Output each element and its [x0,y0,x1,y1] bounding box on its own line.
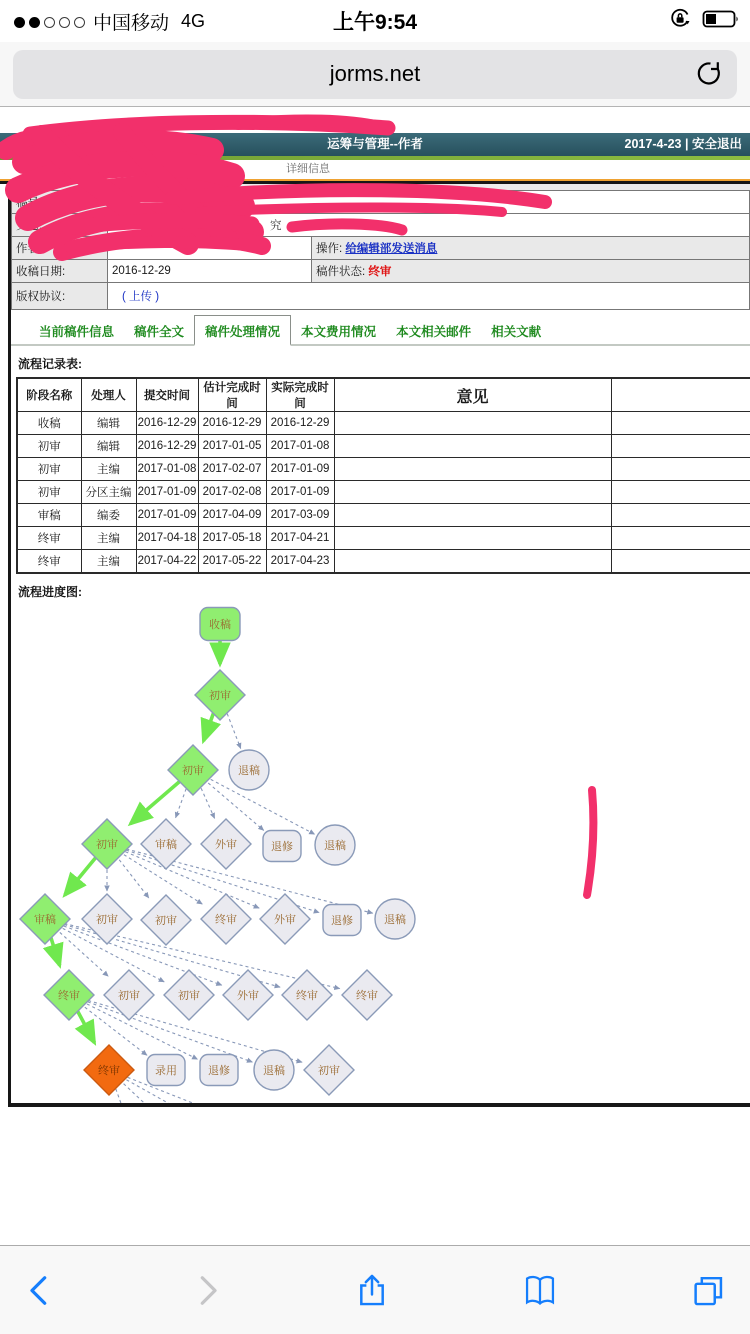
table-cell [611,527,750,550]
record-table-wrap [11,377,750,574]
tab-2[interactable]: 稿件处理情况 [194,315,291,346]
table-cell: 2017-05-22 [198,550,266,574]
table-cell: 编辑 [81,412,136,435]
svg-text:终审: 终审 [58,990,80,1002]
field-label: 作者: [12,237,108,260]
table-cell: 2017-04-21 [266,527,334,550]
table-cell: 2017-04-09 [198,504,266,527]
table-row [17,412,750,435]
reload-icon[interactable] [694,59,724,95]
flow-node-终审 [342,970,392,1020]
flow-node-审稿 [20,894,70,944]
url-text: jorms.net [329,61,421,86]
table-cell: 2016-12-29 [198,412,266,435]
table-cell: 2017-01-05 [198,435,266,458]
table-cell: 主编 [81,458,136,481]
record-table-title: 流程记录表: [18,357,82,371]
table-cell: 2017-01-08 [266,435,334,458]
table-cell [334,412,611,435]
column-header: 实际完成时间 [266,378,334,412]
table-cell: 2017-01-09 [136,504,198,527]
flow-edge [116,855,149,898]
flow-node-初审 [82,894,132,944]
table-cell: 2017-01-09 [266,481,334,504]
manuscript-panel [8,184,750,1152]
table-cell: 2017-05-18 [198,527,266,550]
column-header: 意见 [334,378,611,412]
address-field[interactable] [13,50,737,99]
table-cell: 初审 [17,435,81,458]
flow-node-退修 [323,905,361,936]
author-value [108,237,312,260]
table-cell: 2017-02-07 [198,458,266,481]
breadcrumb-fragment: 全操作 [192,163,225,175]
svg-text:初审: 初审 [96,914,118,926]
svg-text:外审: 外审 [237,990,259,1002]
table-row [17,481,750,504]
table-cell: 主编 [81,527,136,550]
flow-node-外审 [260,894,310,944]
receive-date-value: 2016-12-29 [108,260,312,283]
table-cell [611,504,750,527]
svg-text:外审: 外审 [274,914,296,926]
table-cell: 审稿 [17,504,81,527]
table-cell [334,527,611,550]
action-label: 操作: [316,243,343,255]
forward-button[interactable] [189,1273,223,1307]
svg-text:审稿: 审稿 [155,839,177,851]
flow-edge [120,849,259,908]
table-cell: 2017-01-09 [136,481,198,504]
table-cell: 初审 [17,458,81,481]
table-cell [334,504,611,527]
bookmarks-button[interactable] [521,1272,559,1308]
manuscript-id-value [108,191,750,214]
table-cell [611,481,750,504]
field-label: 稿号: [12,191,108,214]
table-cell: 收稿 [17,412,81,435]
flow-node-初审 [304,1045,354,1095]
svg-text:终审: 终审 [356,990,378,1002]
flow-node-外审 [201,819,251,869]
flow-chart-title: 流程进度图: [18,585,82,599]
flow-edge [225,708,241,748]
table-cell: 初审 [17,481,81,504]
flow-node-收稿 [200,608,240,641]
table-row [17,504,750,527]
table-cell [334,481,611,504]
tab-bar [11,315,750,346]
tabs-button[interactable] [690,1272,726,1308]
table-cell [611,458,750,481]
battery-icon [702,9,740,34]
status-badge: 终审 [368,266,392,278]
send-message-link[interactable]: 给编辑部发送消息 [345,243,438,255]
svg-text:退稿: 退稿 [238,765,260,777]
table-cell: 2016-12-29 [266,412,334,435]
svg-text:退稿: 退稿 [384,914,406,926]
table-row [17,458,750,481]
svg-text:退修: 退修 [271,841,293,853]
svg-text:初审: 初审 [318,1065,340,1077]
column-header: 估计完成时间 [198,378,266,412]
flow-node-初审 [168,745,218,795]
tab-0[interactable]: 当前稿件信息 [39,325,115,339]
svg-text:初审: 初审 [155,915,177,927]
carrier-label: 中国移动 [93,12,170,34]
page-top-gap [0,107,750,133]
safari-url-bar [0,42,750,107]
table-cell: 2017-01-09 [266,458,334,481]
svg-text:外审: 外审 [215,839,237,851]
table-cell: 2017-04-23 [266,550,334,574]
svg-text:审稿: 审稿 [34,914,56,926]
table-header-row [17,378,750,412]
flow-node-退修 [200,1055,238,1086]
svg-text:终审: 终审 [215,914,237,926]
table-cell [334,458,611,481]
title-value [108,214,750,237]
svg-text:初审: 初审 [209,690,231,702]
column-header: 提交时间 [136,378,198,412]
site-title: 运筹与管理--作者 [327,137,423,151]
flow-node-退稿 [375,899,415,939]
table-cell [334,435,611,458]
flow-node-终审 [44,970,94,1020]
breadcrumb [0,160,750,179]
back-button[interactable] [24,1273,58,1307]
table-row [17,550,750,574]
table-cell: 终审 [17,527,81,550]
flow-node-录用 [147,1055,185,1086]
table-cell [334,550,611,574]
flow-node-初审 [195,670,245,720]
column-header [611,378,750,412]
field-label: 文题: [12,214,108,237]
flow-node-初审 [82,819,132,869]
table-row [17,527,750,550]
clock-label: 上午9:54 [332,11,418,34]
flow-node-退修 [263,831,301,862]
copyright-cell [108,283,750,310]
header-date: 2017-4-23 [624,137,682,151]
table-cell: 编辑 [81,435,136,458]
table-cell: 2016-12-29 [136,412,198,435]
safari-toolbar [0,1245,750,1334]
table-cell: 2017-03-09 [266,504,334,527]
table-cell: 分区主编 [81,481,136,504]
flow-edge [130,779,182,824]
share-button[interactable] [354,1272,390,1308]
table-cell [611,550,750,574]
flow-node-初审 [104,970,154,1020]
header-separator: | [685,137,689,151]
flow-diagram: 收稿 初审 退稿 初审 初审 审稿 外审 退修 退稿 审稿 初审 初审 终审 外审 退修 退稿 终审 初审 初审 外审 终审 终审 终审 录用 退修 退稿 初审 退修 录用 退稿 初审 [11,605,750,1107]
field-label: 收稿日期: [12,260,108,283]
network-type-label: 4G [181,10,206,31]
flow-node-退稿 [254,1050,294,1090]
svg-text:录用: 录用 [155,1065,177,1077]
svg-text:退稿: 退稿 [324,840,346,852]
table-row [17,435,750,458]
svg-text:退修: 退修 [331,915,353,927]
process-record-table [16,377,750,574]
column-header: 阶段名称 [17,378,81,412]
flow-node-终审 [84,1045,134,1095]
svg-text:终审: 终审 [296,990,318,1002]
flow-node-退稿 [315,825,355,865]
field-label: 版权协议: [12,283,108,310]
table-cell: 主编 [81,550,136,574]
table-cell [611,435,750,458]
flow-edge [65,855,98,895]
tab-5[interactable]: 相关文献 [491,325,542,339]
svg-text:退修: 退修 [208,1065,230,1077]
table-cell: 2017-04-18 [136,527,198,550]
svg-text:初审: 初审 [118,990,140,1002]
flow-edge [199,783,215,819]
flow-node-外审 [223,970,273,1020]
svg-text:初审: 初审 [96,839,118,851]
flow-edge [122,1075,273,1107]
table-cell: 2017-04-22 [136,550,198,574]
svg-text:初审: 初审 [178,990,200,1002]
table-cell: 2017-02-08 [198,481,266,504]
flow-node-退稿 [229,750,269,790]
orientation-lock-icon [668,7,692,36]
manuscript-info-table [11,190,750,310]
ios-status-bar [0,0,750,42]
tab-4[interactable]: 本文相关邮件 [396,325,472,339]
flow-node-终审 [282,970,332,1020]
breadcrumb-fragment: 详细信息 [286,163,331,175]
tab-1[interactable]: 稿件全文 [134,325,185,339]
flow-node-初审 [141,895,191,945]
logout-link[interactable]: 安全退出 [691,137,742,151]
table-cell: 2017-01-08 [136,458,198,481]
column-header: 处理人 [81,378,136,412]
svg-text:初审: 初审 [182,765,204,777]
table-cell: 2016-12-29 [136,435,198,458]
site-header [0,133,750,156]
table-cell: 编委 [81,504,136,527]
tab-3[interactable]: 本文费用情况 [301,325,377,339]
svg-text:收稿: 收稿 [209,619,231,631]
status-label: 稿件状态: [316,266,366,278]
flow-node-初审 [164,970,214,1020]
upload-link[interactable]: ( 上传 ) [122,291,160,303]
action-cell [312,237,750,260]
table-cell [611,412,750,435]
title-fragment: 究 [270,220,282,232]
svg-text:退稿: 退稿 [263,1065,285,1077]
status-cell [312,260,750,283]
table-cell: 终审 [17,550,81,574]
svg-text:终审: 终审 [98,1065,120,1077]
flow-edge [58,924,222,985]
